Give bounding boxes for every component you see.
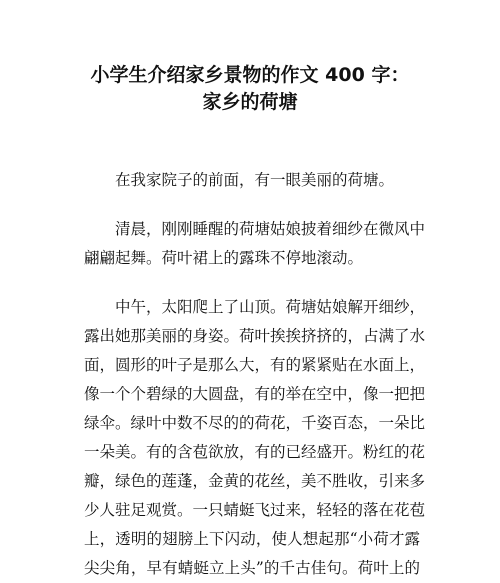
paragraph-line: 翩翩起舞。荷叶裙上的露珠不停地滚动。 xyxy=(84,249,364,267)
paragraph-line: 中午，太阳爬上了山顶。荷塘姑娘解开细纱， xyxy=(84,298,426,316)
paragraph-line: 上，透明的翅膀上下闪动，使人想起那“小荷才露 xyxy=(84,530,420,548)
paragraph-line: 瓣，绿色的莲蓬，金黄的花丝，美不胜收，引来多 xyxy=(84,472,426,490)
paragraph-3 xyxy=(84,293,426,583)
paragraph-line: 一朵美。有的含苞欲放，有的已经盛开。粉红的花 xyxy=(84,443,426,461)
paragraph-1 xyxy=(84,166,420,195)
paragraph-line: 露出她那美丽的身姿。荷叶挨挨挤挤的，占满了水 xyxy=(84,327,426,345)
paragraph-line: 少人驻足观赏。一只蜻蜓飞过来，轻轻的落在花苞 xyxy=(84,501,426,519)
paragraph-line: 在我家院子的前面，有一眼美丽的荷塘。 xyxy=(84,171,395,189)
document-title-line-2: 家乡的荷塘 xyxy=(202,91,298,113)
paragraph-line: 绿伞。绿叶中数不尽的的荷花，千姿百态，一朵比 xyxy=(84,414,426,432)
paragraph-line: 尖尖角，早有蜻蜓立上头”的千古佳句。荷叶上的 xyxy=(84,559,420,577)
document-title-line-1: 小学生介绍家乡景物的作文 400 字： xyxy=(90,64,410,86)
paragraph-line: 清晨，刚刚睡醒的荷塘姑娘披着细纱在微风中 xyxy=(84,220,426,238)
paragraph-line: 像一个个碧绿的大圆盘，有的举在空中，像一把把 xyxy=(84,385,426,403)
paragraph-2 xyxy=(84,215,426,273)
paragraph-line: 面，圆形的叶子是那么大，有的紧紧贴在水面上， xyxy=(84,356,426,374)
